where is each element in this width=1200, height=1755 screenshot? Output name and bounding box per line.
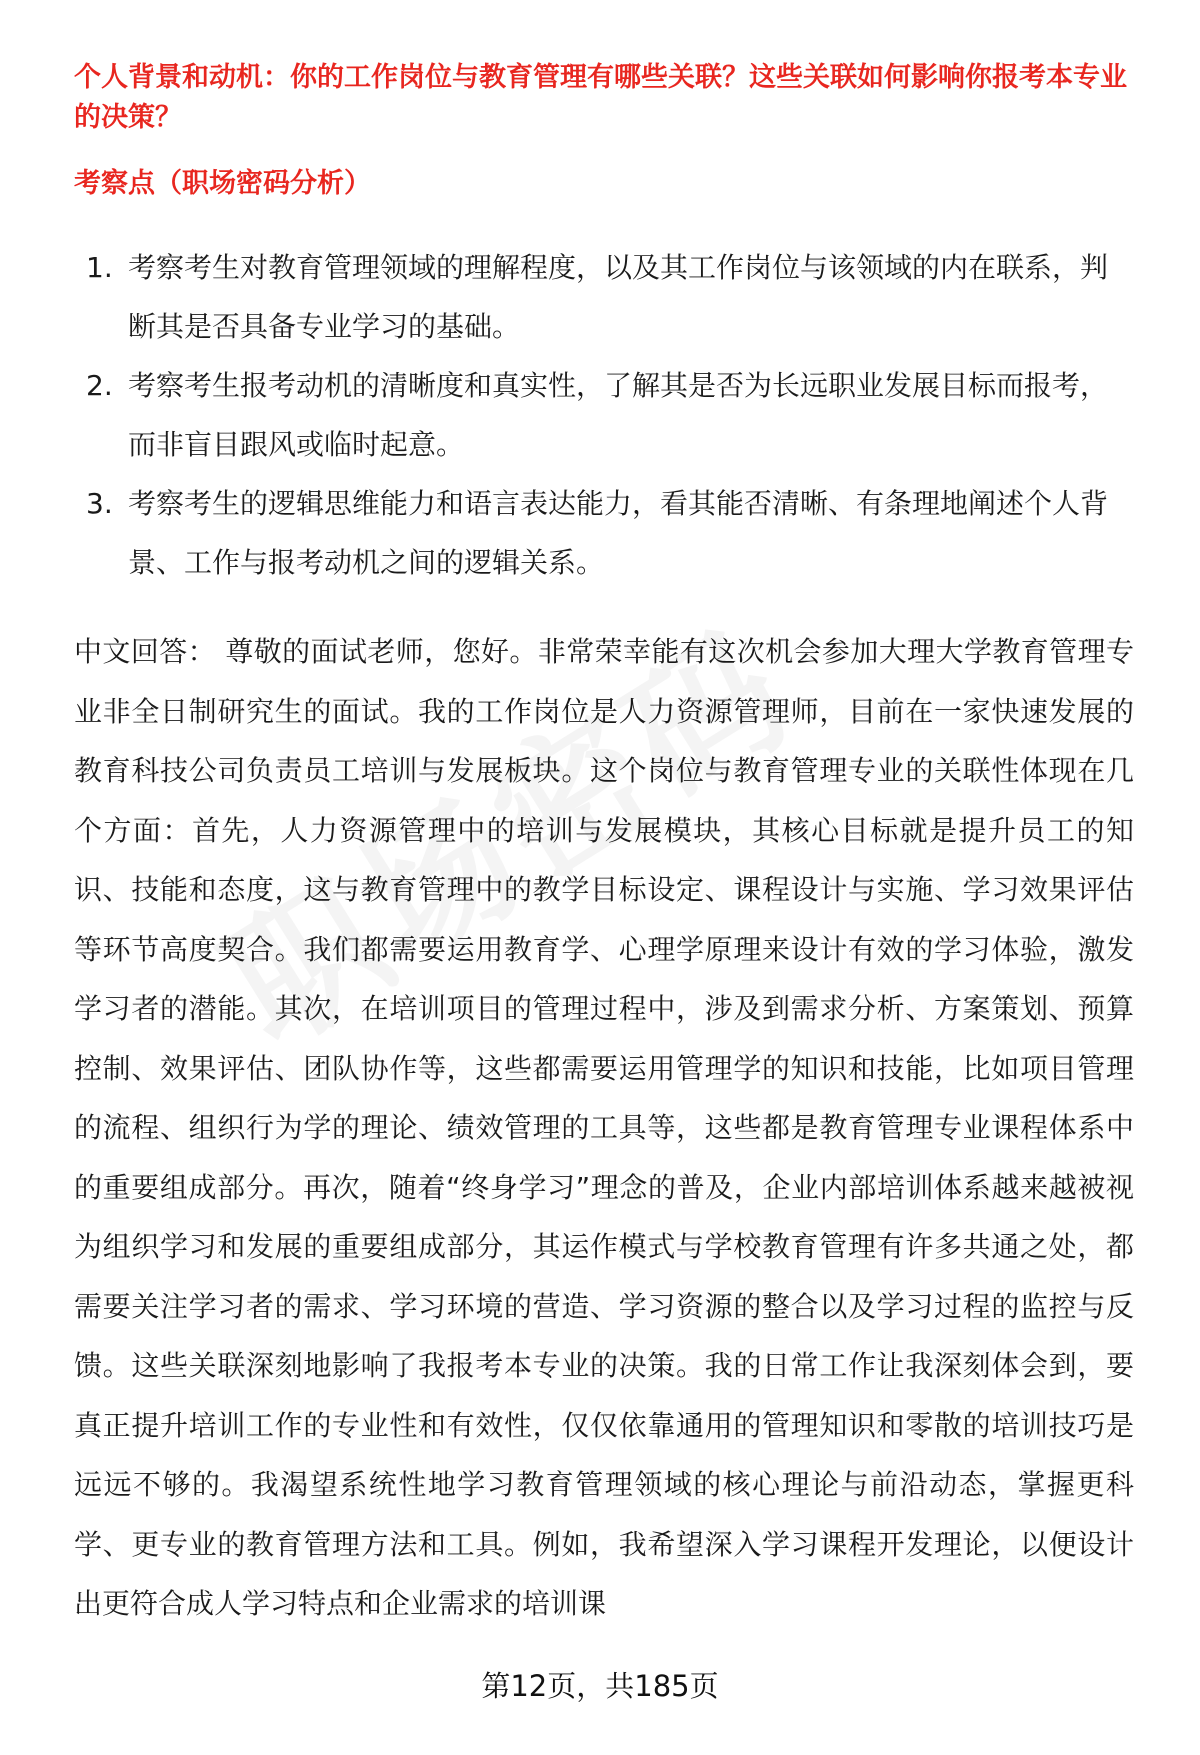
answer-paragraph: 中文回答： 尊敬的面试老师，您好。非常荣幸能有这次机会参加大理大学教育管理专业非全日制研究生的面试。我的工作岗位是人力资源管理师，目前在一家快速发展的教育科技公司负责员工培训与发展板块。这个岗位与教育管理专业的关联性体现在几个方面：首先，人力资源管理中的培训与发展模块，其核心目标就是提升员工的知识、技能和态度，这与教育管理中的教学目标设定、课程设计与实施、学习效果评估等环节高度契合。我们都需要运用教育学、心理学原理来设计有效的学习体验，激发学习者的潜能。其次，在培训项目的管理过程中，涉及到需求分析、方案策划、预算控制、效果评估、团队协作等，这些都需要运用管理学的知识和技能，比如项目管理的流程、组织行为学的理论、绩效管理的工具等，这些都是教育管理专业课程体系中的重要组成部分。再次，随着“终身学习”理念的普及，企业内部培训体系越来越被视为组织学习和发展的重要组成部分，其运作模式与学校教育管理有许多共通之处，都需要关注学习者的需求、学习环境的营造、学习资源的整合以及学习过程的监控与反馈。这些关联深刻地影响了我报考本专业的决策。我的日常工作让我深刻体会到，要真正提升培训工作的专业性和有效性，仅仅依靠通用的管理知识和零散的培训技巧是远远不够的。我渴望系统性地学习教育管理领域的核心理论与前沿动态，掌握更科学、更专业的教育管理方法和工具。例如，我希望深入学习课程开发理论，以便设计出更符合成人学习特点和企业需求的培训课 [74,635,1134,1620]
page-number: 第12页，共185页 [481,1669,719,1703]
list-item-number: 3. [86,487,113,520]
list-item-text: 考察考生对教育管理领域的理解程度，以及其工作岗位与该领域的内在联系，判断其是否具备专业学习的基础。 [128,251,1109,343]
list-item [74,238,1134,356]
question-heading: 个人背景和动机：你的工作岗位与教育管理有哪些关联？这些关联如何影响你报考本专业的决策？ [74,62,1127,133]
list-item-text: 考察考生报考动机的清晰度和真实性，了解其是否为长远职业发展目标而报考，而非盲目跟风或临时起意。 [128,369,1109,461]
list-item-number: 1. [86,251,113,284]
list-item-text: 考察考生的逻辑思维能力和语言表达能力，看其能否清晰、有条理地阐述个人背景、工作与报考动机之间的逻辑关系。 [128,487,1109,579]
list-item-number: 2. [86,369,113,402]
list-item [74,356,1134,474]
points-title: 考察点（职场密码分析） [74,168,371,199]
list-item [74,474,1134,592]
points-list [74,238,1134,592]
